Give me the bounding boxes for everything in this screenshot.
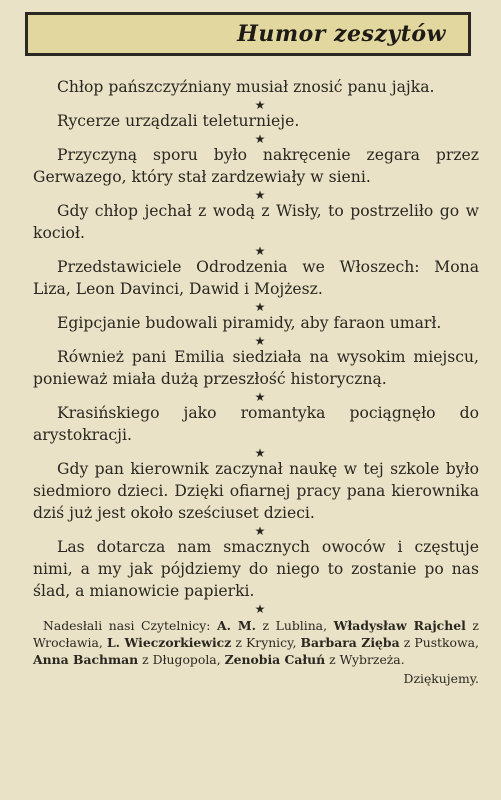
jokes-column	[33, 76, 479, 688]
page-title: Humor zeszytów	[237, 21, 446, 47]
joke-item: Chłop pańszczyźniany musiał znosić panu jajka.	[57, 78, 435, 96]
credit-name: A. M.	[217, 618, 256, 633]
star-separator-icon: ★	[254, 98, 266, 112]
credits-intro: Nadesłali nasi Czytelnicy:	[43, 618, 211, 633]
credit-name: L. Wieczorkiewicz	[106, 635, 232, 650]
credit-name: Anna Bachman	[33, 652, 139, 667]
joke-item: Krasińskiego jako romantyka pociągnęło do arystokracji.	[33, 404, 479, 444]
star-separator-icon: ★	[254, 188, 266, 202]
joke-item: Rycerze urządzali teleturnieje.	[57, 112, 300, 130]
credit-place: z Lublina	[262, 618, 324, 633]
star-separator-icon: ★	[254, 244, 266, 258]
credit-place: z Wrocławia	[33, 618, 479, 650]
joke-item: Las dotarcza nam smacznych owoców i częstuje nimi, a my jak pójdziemy do niego to zostanie po nas ślad, a mianowicie papierki.	[33, 538, 479, 600]
credit-place: z Długopola	[142, 652, 217, 667]
star-separator-icon: ★	[254, 524, 266, 538]
joke-item: Gdy pan kierownik zaczynał naukę w tej szkole było siedmioro dzieci. Dzięki ofiarnej pracy pana kierownika dziś już jest około sześciuset dzieci.	[33, 460, 479, 522]
star-separator-icon: ★	[254, 334, 266, 348]
joke-item: Egipcjanie budowali piramidy, aby faraon umarł.	[57, 314, 442, 332]
credit-place: z Pustkowa	[403, 635, 475, 650]
joke-item: Również pani Emilia siedziała na wysokim miejscu, ponieważ miała dużą przeszłość historyczną.	[33, 348, 479, 388]
star-separator-icon: ★	[254, 300, 266, 314]
credit-place: z Krynicy	[235, 635, 293, 650]
title-banner	[25, 12, 471, 56]
credits-paragraph: Nadesłali nasi Czytelnicy: A. M. z Lublina, Władysław Rajchel z Wrocławia, L. Wieczorkiewicz z Krynicy, Barbara Zięba z Pustkowa, Anna Bachman z Długopola, Zenobia Całuń z Wybrzeża.	[33, 618, 479, 667]
star-separator-icon: ★	[254, 132, 266, 146]
joke-item: Gdy chłop jechał z wodą z Wisły, to postrzeliło go w kocioł.	[33, 202, 479, 242]
joke-item: Przyczyną sporu było nakręcenie zegara przez Gerwazego, który stał zardzewiały w sieni.	[33, 146, 479, 186]
star-separator-icon: ★	[254, 602, 266, 616]
thanks-note: Dziękujemy.	[403, 671, 479, 686]
credit-name: Zenobia Całuń	[224, 652, 326, 667]
star-separator-icon: ★	[254, 446, 266, 460]
joke-item: Przedstawiciele Odrodzenia we Włoszech: Mona Liza, Leon Davinci, Dawid i Mojżesz.	[33, 258, 479, 298]
star-separator-icon: ★	[254, 390, 266, 404]
credit-place: z Wybrzeża	[329, 652, 401, 667]
credit-name: Barbara Zięba	[300, 635, 400, 650]
credit-name: Władysław Rajchel	[333, 618, 466, 633]
